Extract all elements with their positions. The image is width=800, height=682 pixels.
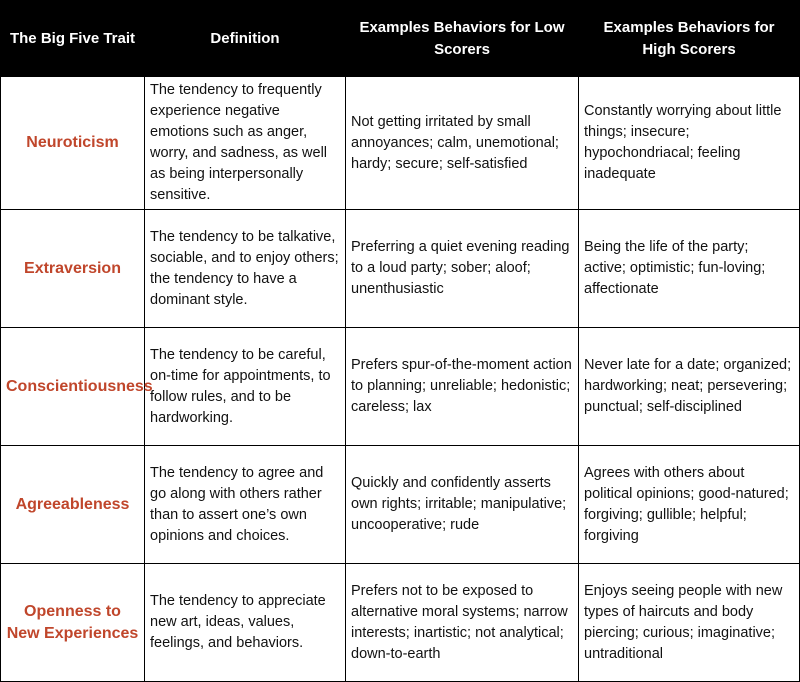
trait-cell: Conscientiousness bbox=[1, 328, 145, 446]
high-scorers-cell: Being the life of the party; active; optimistic; fun-loving; affectionate bbox=[579, 210, 800, 328]
header-low-scorers: Examples Behaviors for Low Scorers bbox=[346, 1, 579, 77]
definition-cell: The tendency to agree and go along with others rather than to assert one’s own opinions and choices. bbox=[145, 446, 346, 564]
table-row bbox=[1, 564, 800, 682]
table-header bbox=[1, 1, 800, 77]
high-scorers-cell: Enjoys seeing people with new types of haircuts and body piercing; curious; imaginative; untraditional bbox=[579, 564, 800, 682]
header-high-scorers: Examples Behaviors for High Scorers bbox=[579, 1, 800, 77]
high-scorers-cell: Agrees with others about political opinions; good-natured; forgiving; gullible; helpful; forgiving bbox=[579, 446, 800, 564]
definition-cell: The tendency to be careful, on-time for appointments, to follow rules, and to be hardworking. bbox=[145, 328, 346, 446]
table-row bbox=[1, 77, 800, 210]
low-scorers-cell: Preferring a quiet evening reading to a loud party; sober; aloof; unenthusiastic bbox=[346, 210, 579, 328]
definition-cell: The tendency to frequently experience negative emotions such as anger, worry, and sadness, as well as being interpersonally sensitive. bbox=[145, 77, 346, 210]
trait-cell: Agreeableness bbox=[1, 446, 145, 564]
table-row bbox=[1, 328, 800, 446]
definition-cell: The tendency to be talkative, sociable, and to enjoy others; the tendency to have a dominant style. bbox=[145, 210, 346, 328]
table-row bbox=[1, 446, 800, 564]
high-scorers-cell: Never late for a date; organized; hardworking; neat; persevering; punctual; self-disciplined bbox=[579, 328, 800, 446]
header-row bbox=[1, 1, 800, 77]
trait-cell: Extraversion bbox=[1, 210, 145, 328]
low-scorers-cell: Prefers spur-of-the-moment action to planning; unreliable; hedonistic; careless; lax bbox=[346, 328, 579, 446]
header-definition: Definition bbox=[145, 1, 346, 77]
header-trait: The Big Five Trait bbox=[1, 1, 145, 77]
low-scorers-cell: Prefers not to be exposed to alternative moral systems; narrow interests; inartistic; not analytical; down-to-earth bbox=[346, 564, 579, 682]
high-scorers-cell: Constantly worrying about little things; insecure; hypochondriacal; feeling inadequate bbox=[579, 77, 800, 210]
table-row bbox=[1, 210, 800, 328]
low-scorers-cell: Quickly and confidently asserts own rights; irritable; manipulative; uncooperative; rude bbox=[346, 446, 579, 564]
trait-cell: Openness to New Experiences bbox=[1, 564, 145, 682]
low-scorers-cell: Not getting irritated by small annoyances; calm, unemotional; hardy; secure; self-satisfied bbox=[346, 77, 579, 210]
trait-cell: Neuroticism bbox=[1, 77, 145, 210]
table-body bbox=[1, 77, 800, 682]
definition-cell: The tendency to appreciate new art, ideas, values, feelings, and behaviors. bbox=[145, 564, 346, 682]
